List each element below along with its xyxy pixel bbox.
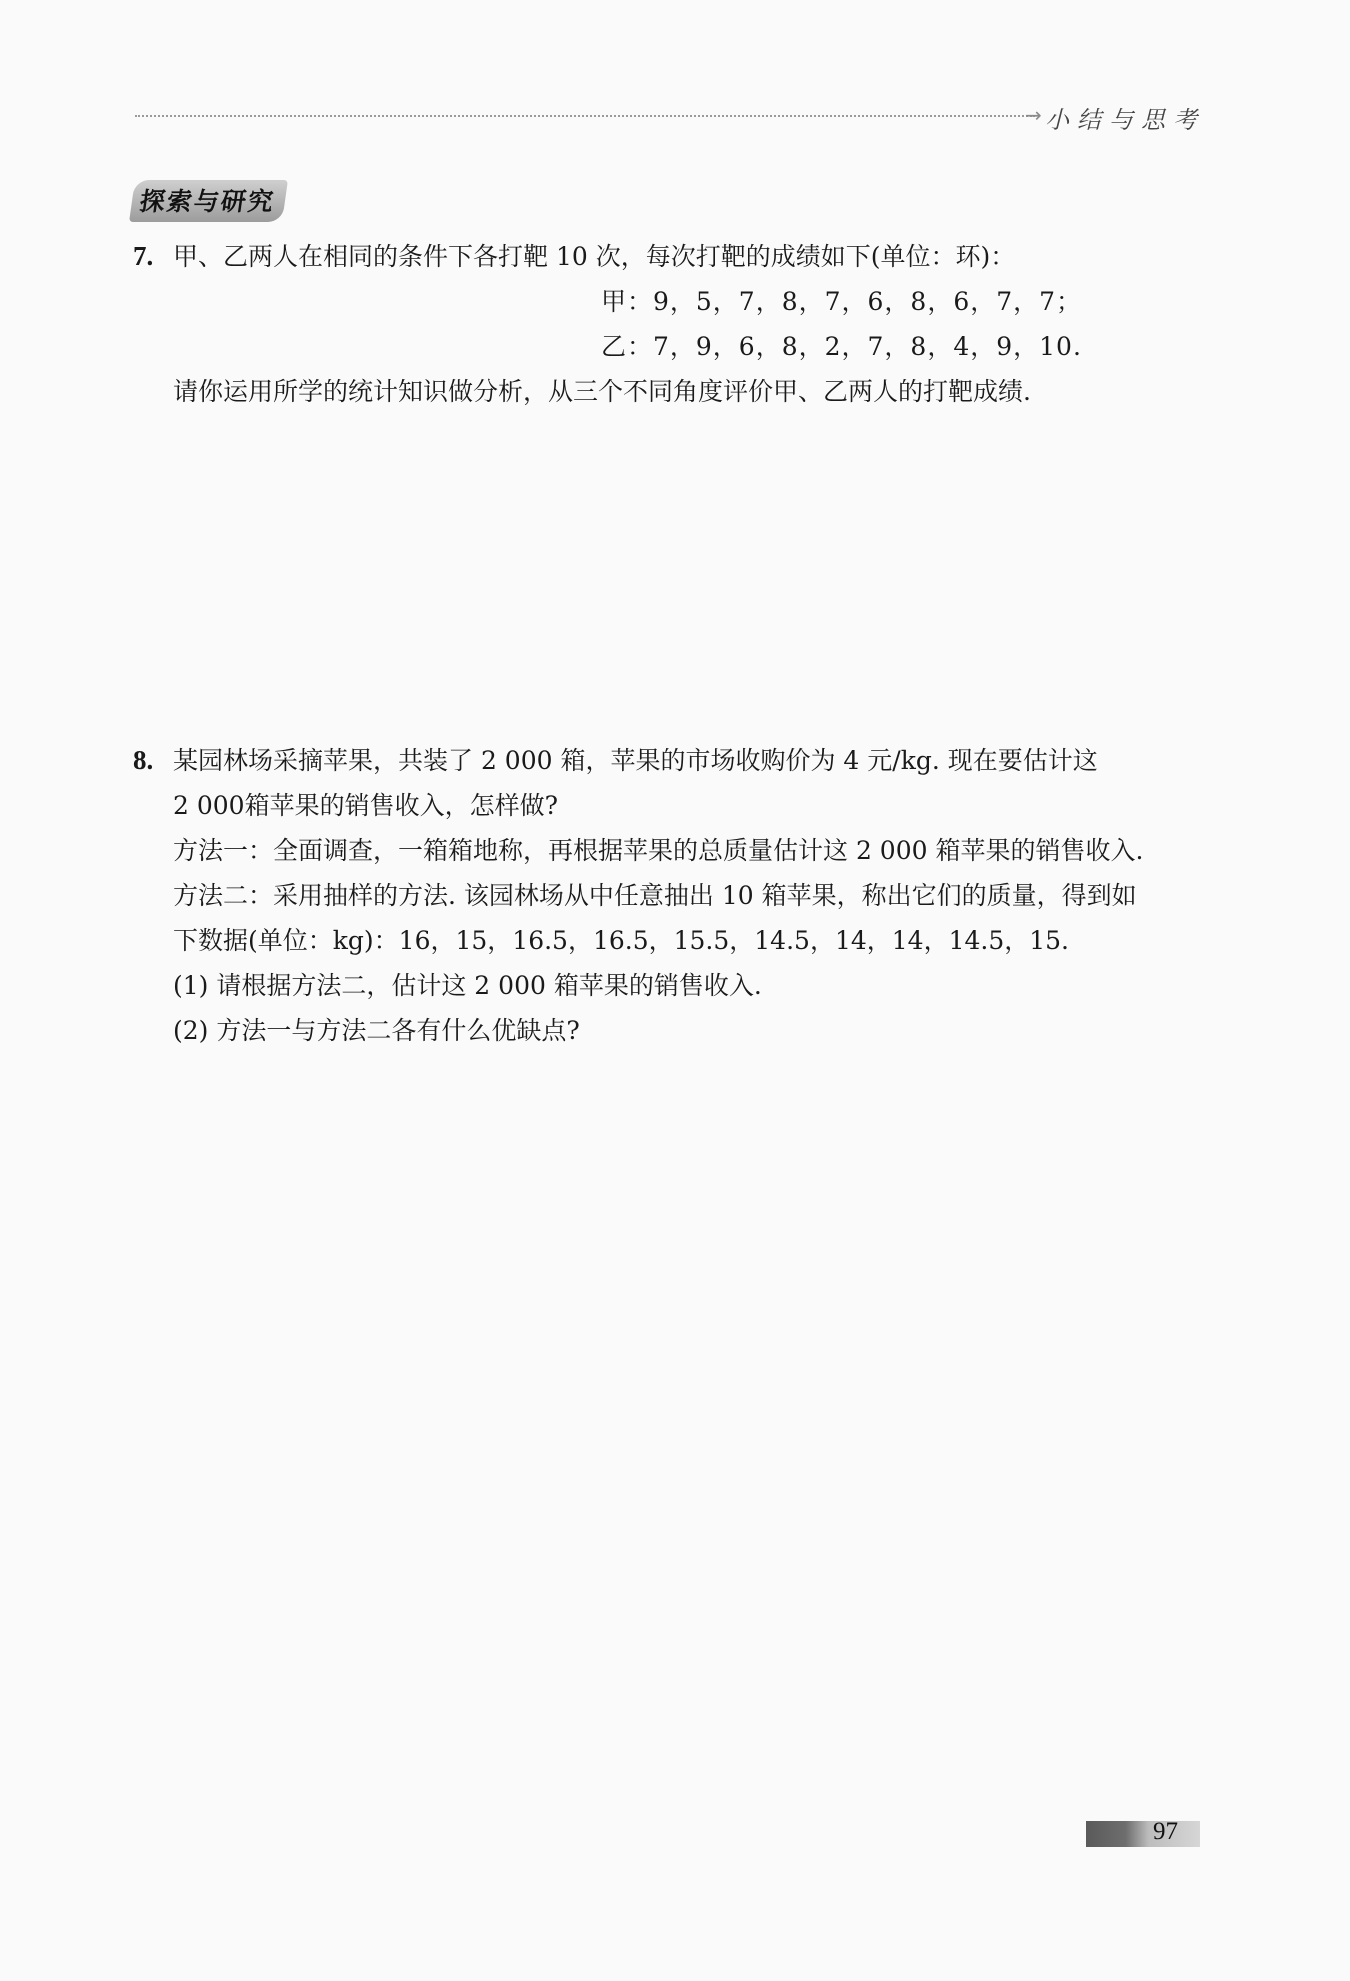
- question-number: 8.: [133, 745, 154, 775]
- data-row-yi: 乙：7，9，6，8，2，7，8，4，9，10.: [601, 332, 1082, 361]
- question-body: [173, 234, 1213, 414]
- header-divider: [135, 115, 1035, 117]
- sub-question-2: (2) 方法一与方法二各有什么优缺点?: [173, 1016, 580, 1045]
- question-body: [173, 738, 1213, 1053]
- question-7: [133, 234, 1213, 414]
- data-row-jia: 甲：9，5，7，8，7，6，8，6，7，7；: [601, 287, 1083, 316]
- question-text: 某园林场采摘苹果，共装了 2 000 箱，苹果的市场收购价为 4 元/kg. 现在要估计这: [173, 746, 1098, 775]
- question-text: 2 000箱苹果的销售收入，怎样做?: [173, 791, 558, 820]
- method-one: 方法一：全面调查，一箱箱地称，再根据苹果的总质量估计这 2 000 箱苹果的销售收入.: [173, 836, 1144, 865]
- method-two: 方法二：采用抽样的方法. 该园林场从中任意抽出 10 箱苹果，称出它们的质量，得到如: [173, 881, 1137, 910]
- question-prompt: 请你运用所学的统计知识做分析，从三个不同角度评价甲、乙两人的打靶成绩.: [173, 377, 1031, 406]
- header-arrow-icon: →: [1025, 103, 1042, 127]
- method-two-data: 下数据(单位：kg)：16，15，16.5，16.5，15.5，14.5，14，14，14.5，15.: [173, 926, 1069, 955]
- chapter-title: 小结与思考: [1045, 106, 1205, 134]
- page-number-bar: [1086, 1821, 1200, 1847]
- question-8: [133, 738, 1213, 1053]
- page-number: 97: [1153, 1818, 1178, 1845]
- question-text: 甲、乙两人在相同的条件下各打靶 10 次，每次打靶的成绩如下(单位：环)：: [173, 242, 1016, 271]
- question-number: 7.: [133, 241, 154, 271]
- section-badge: 探索与研究: [129, 180, 288, 222]
- sub-question-1: (1) 请根据方法二，估计这 2 000 箱苹果的销售收入.: [173, 971, 762, 1000]
